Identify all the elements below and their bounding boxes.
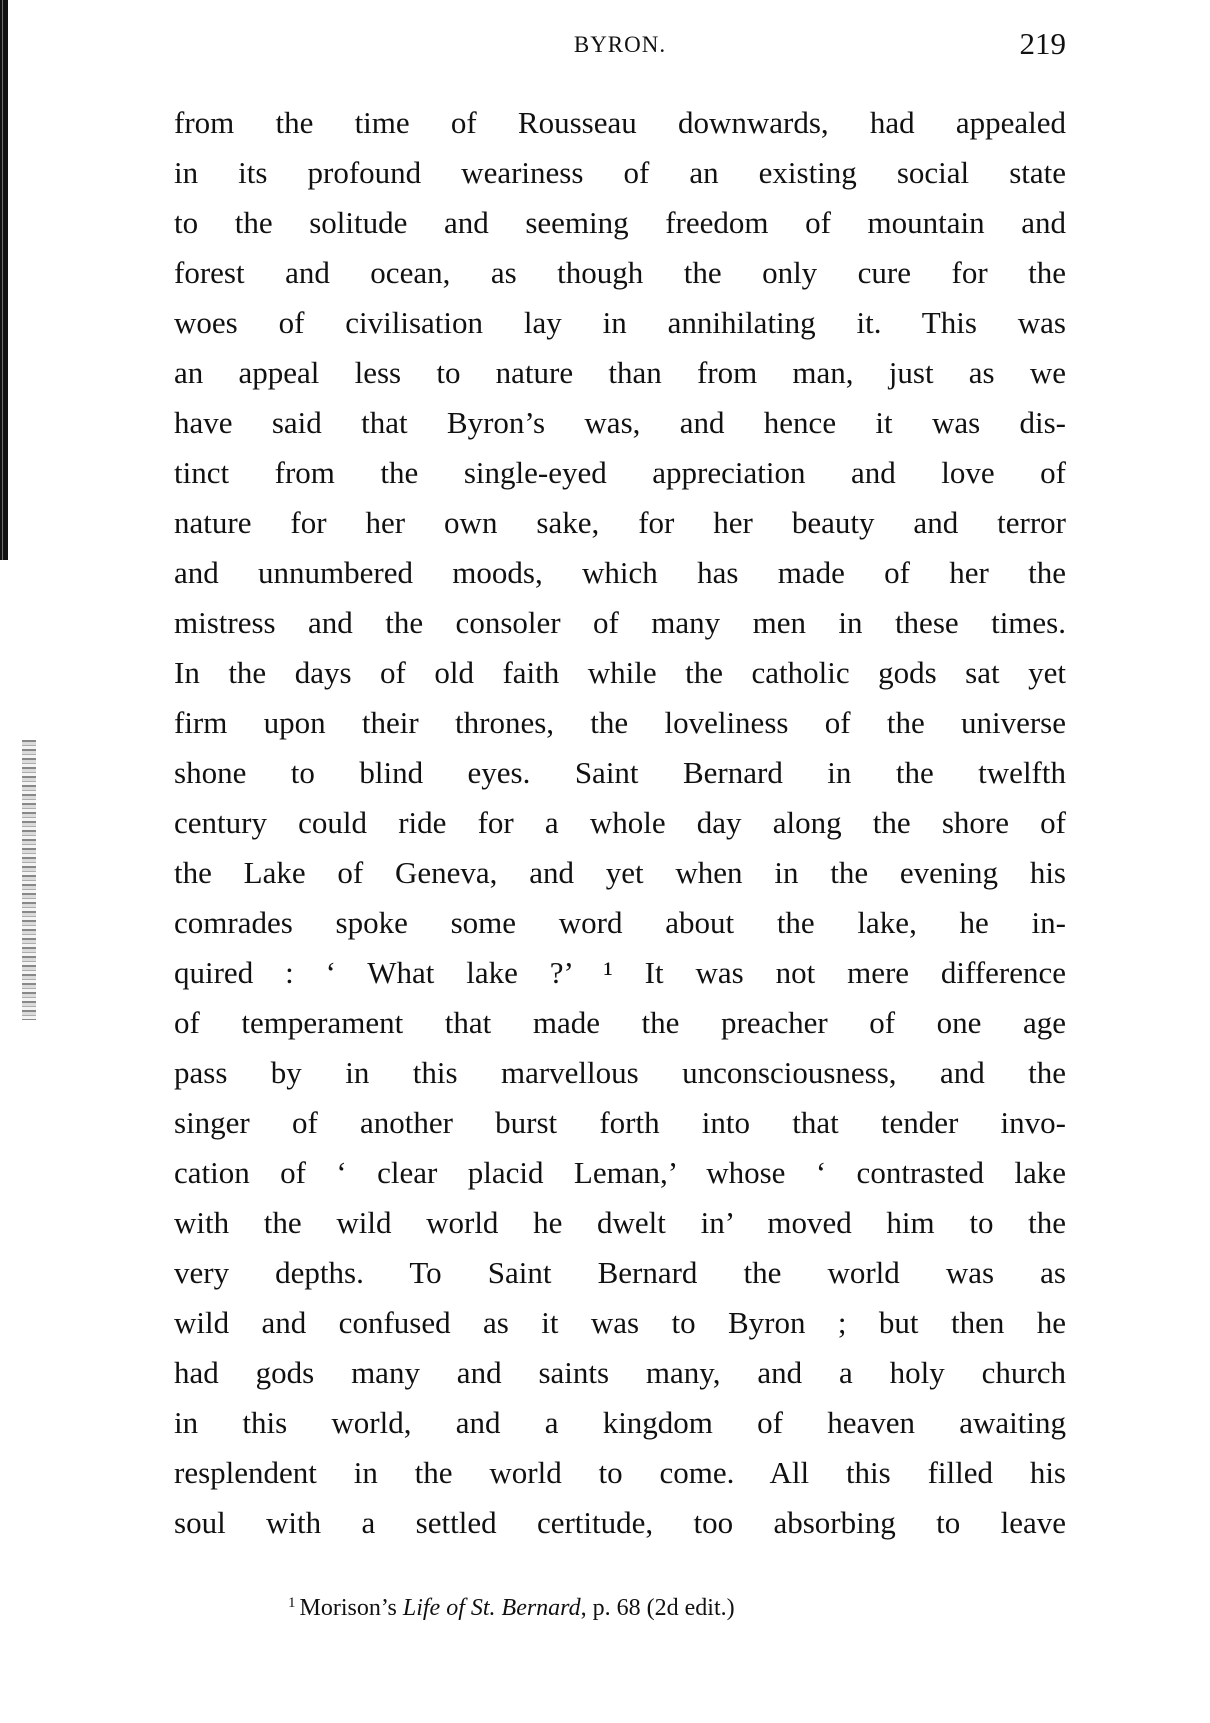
text-line: an appeal less to nature than from man, just as we (174, 355, 1066, 390)
text-line: with the wild world he dwelt in’ moved him to the (174, 1205, 1066, 1240)
text-line: firm upon their thrones, the loveliness of the universe (174, 705, 1066, 740)
text-line: forest and ocean, as though the only cure for the (174, 255, 1066, 290)
text-line: singer of another burst forth into that tender invo- (174, 1105, 1066, 1140)
scan-edge-highlight (2, 0, 3, 560)
footnote-title: Life of St. Bernard (402, 1595, 581, 1621)
text-line: pass by in this marvellous unconsciousness, and the (174, 1055, 1066, 1090)
text-line: shone to blind eyes. Saint Bernard in the twelfth (174, 755, 1066, 790)
text-line: nature for her own sake, for her beauty and terror (174, 505, 1066, 540)
text-line: woes of civilisation lay in annihilating it. This was (174, 305, 1066, 340)
page-number: 219 (1019, 26, 1066, 61)
text-line: in this world, and a kingdom of heaven awaiting (174, 1405, 1066, 1440)
text-line: very depths. To Saint Bernard the world was as (174, 1255, 1066, 1290)
text-line: had gods many and saints many, and a holy church (174, 1355, 1066, 1390)
text-line: In the days of old faith while the catholic gods sat yet (174, 655, 1066, 690)
body-text (174, 98, 1066, 1548)
text-line: resplendent in the world to come. All this filled his (174, 1455, 1066, 1490)
text-line: wild and confused as it was to Byron ; but then he (174, 1305, 1066, 1340)
text-line: quired : ‘ What lake ?’ ¹ It was not mere difference (174, 955, 1066, 990)
text-line: to the solitude and seeming freedom of mountain and (174, 205, 1066, 240)
text-line: of temperament that made the preacher of one age (174, 1005, 1066, 1040)
footnote (288, 1592, 735, 1624)
running-head: BYRON. (573, 32, 667, 57)
page-header (174, 26, 1066, 66)
footnote-citation: , p. 68 (2d edit.) (580, 1595, 735, 1621)
text-line: cation of ‘ clear placid Leman,’ whose ‘ contrasted lake (174, 1155, 1066, 1190)
text-line: century could ride for a whole day along the shore of (174, 805, 1066, 840)
text-line: and unnumbered moods, which has made of her the (174, 555, 1066, 590)
scan-speckle-mark (22, 740, 36, 1020)
text-line: have said that Byron’s was, and hence it was dis- (174, 405, 1066, 440)
text-line: soul with a settled certitude, too absorbing to leave (174, 1505, 1066, 1540)
text-line: tinct from the single-eyed appreciation and love of (174, 455, 1066, 490)
text-line: comrades spoke some word about the lake, he in- (174, 905, 1066, 940)
text-line: the Lake of Geneva, and yet when in the evening his (174, 855, 1066, 890)
text-line: in its profound weariness of an existing social state (174, 155, 1066, 190)
footnote-marker: 1 (288, 1595, 296, 1611)
text-line: from the time of Rousseau downwards, had appealed (174, 105, 1066, 140)
footnote-author: Morison’s (299, 1595, 403, 1621)
text-line: mistress and the consoler of many men in these times. (174, 605, 1066, 640)
